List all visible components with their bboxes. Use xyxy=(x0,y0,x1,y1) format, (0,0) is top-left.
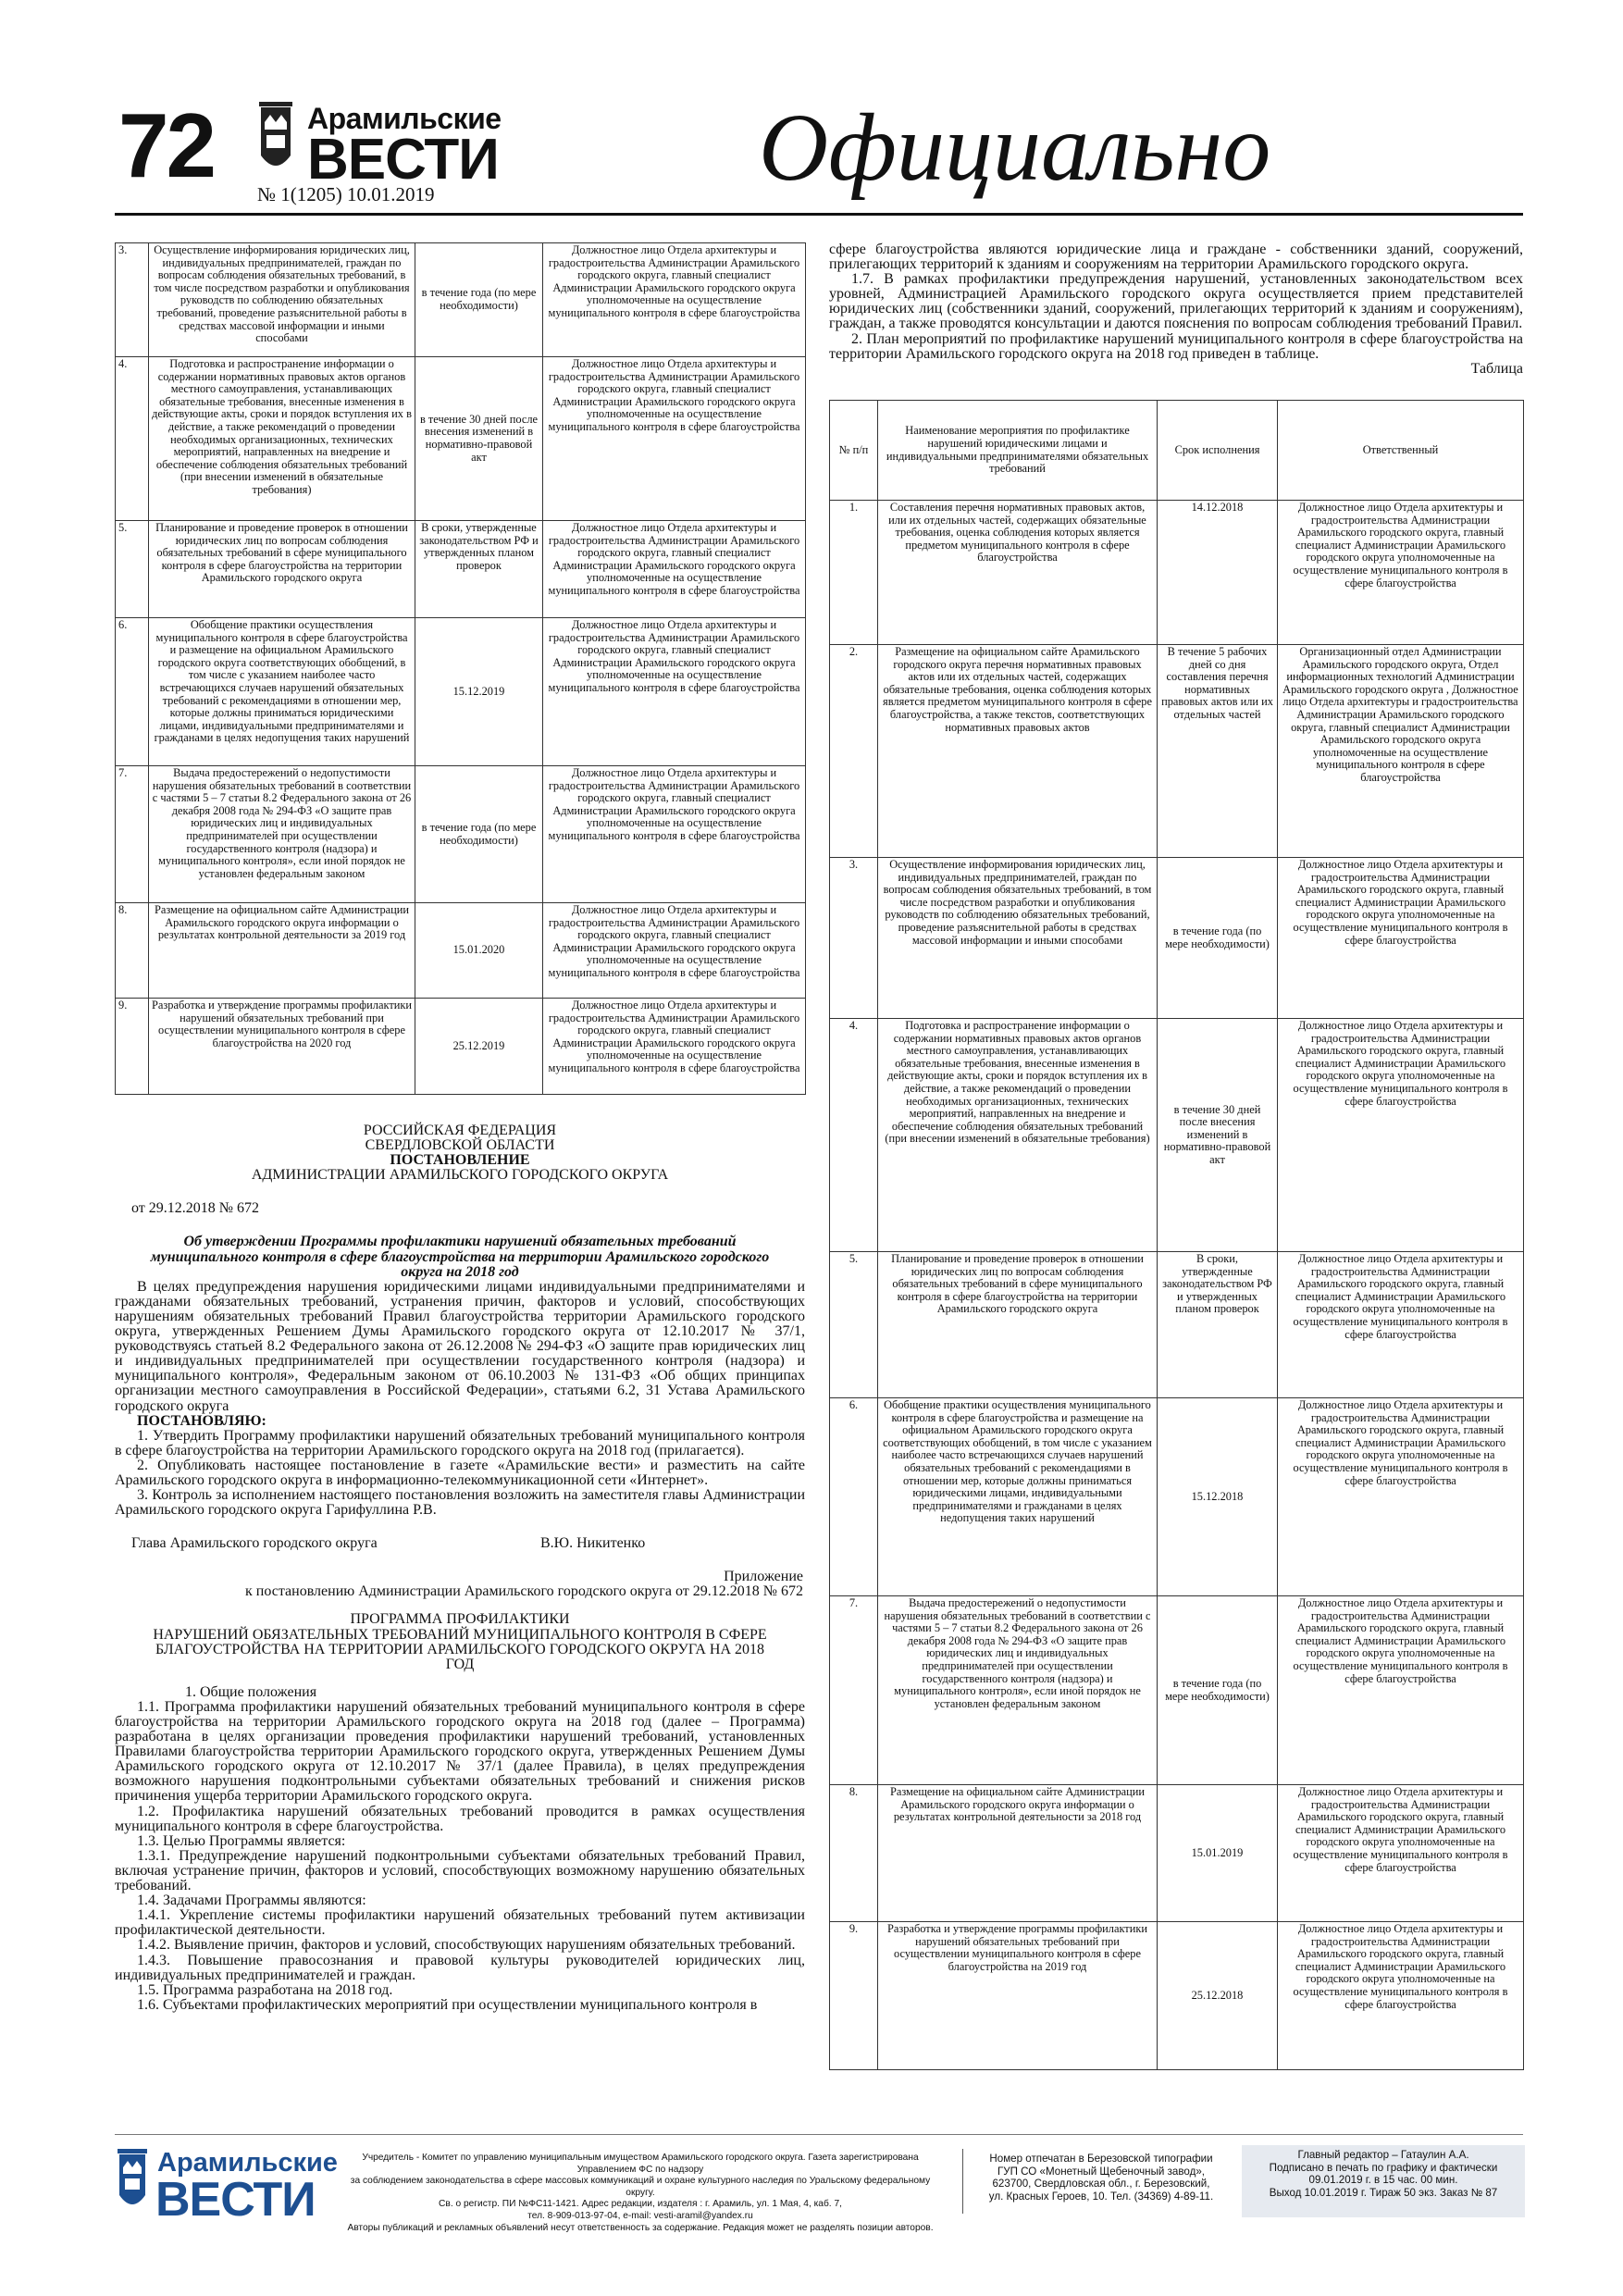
table-row xyxy=(830,1596,1524,1785)
row-activity: Осуществление информирования юридических лиц, индивидуальных предпринимателей, граждан по вопросам соблюдения обязательных требований, в том числе посредством разработки и опубликования руководств по соблюдению обязательных требований, проведение разъяснительной работы в средствах массовой информации и иными способами xyxy=(149,243,415,357)
printing-line: ул. Красных Героев, 10. Тел. (34369) 4-89-11. xyxy=(988,2190,1214,2203)
paragraph: 1.7. В рамках профилактики предупреждения нарушений, установленных законодательством всех уровней, Администрацией Арамильского городского округа осуществляется прием представителей юридических лиц (собственники зданий, сооружений, прилегающих территорий к зданиям и сооружениям), граждан, а также проводятся консультации и даются пояснения по вопросам соблюдения требований Правил. xyxy=(829,271,1523,332)
signature-line xyxy=(131,1536,805,1553)
coat-of-arms-icon xyxy=(255,102,296,181)
row-number: 8. xyxy=(116,903,149,999)
row-responsible: Должностное лицо Отдела архитектуры и градостроительства Администрации Арамильского городского округа, главный специалист Администрации Арамильского городского округа уполномоченные на осуществление муниципального контроля в сфере благоустройства xyxy=(543,521,806,618)
masthead-logo xyxy=(255,102,502,192)
row-number: 7. xyxy=(116,766,149,903)
program-continuation-text xyxy=(829,242,1523,377)
program-clause: 1.6. Субъектами профилактических мероприятий при осуществлении муниципального контроля в xyxy=(137,1996,758,2013)
row-number: 7. xyxy=(830,1596,878,1785)
row-responsible: Должностное лицо Отдела архитектуры и градостроительства Администрации Арамильского городского округа, главный специалист Администрации Арамильского городского округа уполномоченные на осуществление муниципального контроля в сфере благоустройства xyxy=(1278,858,1524,1019)
table-row xyxy=(116,903,806,999)
table-caption: Таблица xyxy=(1470,360,1523,377)
appendix-reference: к постановлению Администрации Арамильского городского округа от 29.12.2018 № 672 xyxy=(245,1583,803,1600)
row-number: 5. xyxy=(116,521,149,618)
row-term: В сроки, утвержденные законодательством РФ и утвержденных планом проверок xyxy=(1158,1252,1278,1398)
decree-item: 2. Опубликовать настоящее постановление в газете «Арамильские вести» и разместить на сайте Арамильского городского округа в информационно-телекоммуникационной сети «Интернет». xyxy=(115,1457,805,1488)
row-term: в течение 30 дней после внесения изменений в нормативно-правовой акт xyxy=(415,357,543,521)
row-number: 9. xyxy=(116,999,149,1095)
row-number: 5. xyxy=(830,1252,878,1398)
program-clause: 1.3. Целью Программы является: xyxy=(137,1832,346,1849)
page-number: 72 xyxy=(118,94,215,196)
row-responsible: Должностное лицо Отдела архитектуры и градостроительства Администрации Арамильского городского округа, главный специалист Администрации Арамильского городского округа уполномоченные на осуществление муниципального контроля в сфере благоустройства xyxy=(1278,1019,1524,1252)
row-activity: Размещение на официальном сайте Арамильского городского округа перечня нормативных правовых актов или их отдельных частей, содержащих обязательные требования, оценка соблюдения которых является предметом муниципального контроля в сфере благоустройства, а также текстов, соответствующих нормативных правовых актов xyxy=(878,645,1158,858)
footer-brand-main: ВЕСТИ xyxy=(155,2173,316,2227)
row-activity: Размещение на официальном сайте Администрации Арамильского городского округа информации о результатах контрольной деятельности за 2018 год xyxy=(878,1785,1158,1922)
row-responsible: Должностное лицо Отдела архитектуры и градостроительства Администрации Арамильского городского округа, главный специалист Администрации Арамильского городского округа уполномоченные на осуществление муниципального контроля в сфере благоустройства xyxy=(1278,1398,1524,1596)
program-subtitle: НАРУШЕНИЙ ОБЯЗАТЕЛЬНЫХ ТРЕБОВАНИЙ МУНИЦИПАЛЬНОГО КОНТРОЛЯ В СФЕРЕ БЛАГОУСТРОЙСТВА НА ТЕРРИТОРИИ АРАМИЛЬСКОГО ГОРОДСКОГО ОКРУГА НА 2018 ГОД xyxy=(153,1626,767,1672)
row-number: 4. xyxy=(116,357,149,521)
decree-header-type: ПОСТАНОВЛЕНИЕ xyxy=(390,1152,530,1169)
table-row xyxy=(830,645,1524,858)
publisher-line: тел. 8-909-013-97-04, e-mail: vesti-aramil@yandex.ru xyxy=(527,2210,753,2221)
footer-logo xyxy=(115,2148,338,2227)
coat-of-arms-icon xyxy=(115,2149,150,2219)
publisher-line: Учредитель - Комитет по управлению муниципальным имуществом Арамильского городского округа. Газета зарегистрирована Управлением ФС по надзору xyxy=(362,2153,919,2175)
table-row xyxy=(830,1785,1524,1922)
editor-line: Выход 10.01.2019 г. Тираж 50 экз. Заказ № 87 xyxy=(1269,2186,1498,2199)
table-row xyxy=(830,858,1524,1019)
table-row xyxy=(116,243,806,357)
row-term: 25.12.2018 xyxy=(1158,1922,1278,2070)
publisher-line: за соблюдением законодательства в сфере массовых коммуникаций и охране культурного наследия по Уральскому федеральному округу. xyxy=(350,2176,931,2198)
brand-name-top: Арамильские xyxy=(307,102,502,135)
row-activity: Разработка и утверждение программы профилактики нарушений обязательных требований при осуществлении муниципального контроля в сфере благоустройства на 2019 год xyxy=(878,1922,1158,2070)
publisher-line: Св. о регистр. ПИ №ФС11-1421. Адрес редакции, издателя : г. Арамиль, ул. 1 Мая, 4, каб. 7, xyxy=(439,2199,842,2210)
printing-line: Номер отпечатан в Березовской типографии xyxy=(989,2153,1213,2165)
row-activity: Подготовка и распространение информации о содержании нормативных правовых актов органов местного самоуправления, устанавливающих обязательные требования, внесенные изменения в действующие акты, сроки и порядок вступления их в действие, а также рекомендаций о проведении необходимых организационных, технических мероприятий, направленных на внедрение и обеспечение соблюдения обязательных требований (при внесении изменений в обязательные требования) xyxy=(149,357,415,521)
row-number: 1. xyxy=(830,501,878,645)
appendix-label: Приложение xyxy=(724,1569,803,1585)
header-activity: Наименование мероприятия по профилактике нарушений юридическими лицами и индивидуальными предпринимателями обязательных требований xyxy=(878,401,1158,501)
editor-info xyxy=(1242,2145,1525,2217)
table-row xyxy=(116,521,806,618)
row-term: 14.12.2018 xyxy=(1158,501,1278,645)
row-term: в течение года (по мере необходимости) xyxy=(1158,1596,1278,1785)
decree-item: 3. Контроль за исполнением настоящего постановления возложить на заместителя главы Администрации Арамильского городского округа Гарифуллина Р.В. xyxy=(115,1487,805,1519)
signer-name: В.Ю. Никитенко xyxy=(540,1535,646,1552)
row-responsible: Должностное лицо Отдела архитектуры и градостроительства Администрации Арамильского городского округа, главный специалист Администрации Арамильского городского округа уполномоченные на осуществление муниципального контроля в сфере благоустройства xyxy=(1278,1785,1524,1922)
row-responsible: Должностное лицо Отдела архитектуры и градостроительства Администрации Арамильского городского округа, главный специалист Администрации Арамильского городского округа уполномоченные на осуществление муниципального контроля в сфере благоустройства xyxy=(543,618,806,766)
table-row xyxy=(830,1252,1524,1398)
decree-header-authority: АДМИНИСТРАЦИИ АРАМИЛЬСКОГО ГОРОДСКОГО ОКРУГА xyxy=(251,1167,669,1184)
masthead-divider xyxy=(115,213,1523,216)
row-activity: Выдача предостережений о недопустимости нарушения обязательных требований в соответствии с частями 5 – 7 статьи 8.2 Федерального закона от 26 декабря 2008 года № 294-ФЗ «О защите прав юридических лиц и индивидуальных предпринимателей при осуществлении государственного контроля (надзора) и муниципального контроля», если иной порядок не установлен федеральным законом xyxy=(878,1596,1158,1785)
brand-name-main: ВЕСТИ xyxy=(307,128,499,192)
plan-table-2018 xyxy=(829,400,1524,2070)
row-activity: Осуществление информирования юридических лиц, индивидуальных предпринимателей, граждан по вопросам соблюдения обязательных требований, в том числе посредством разработки и опубликования руководств по соблюдению обязательных требований, проведение разъяснительной работы в средствах массовой информации и иными способами xyxy=(878,858,1158,1019)
editor-line: Подписано в печать по графику и фактически xyxy=(1269,2161,1498,2174)
table-row xyxy=(830,1019,1524,1252)
decree-document xyxy=(115,1123,805,2013)
row-term: 25.12.2019 xyxy=(415,999,543,1095)
program-clause: 1.4.1. Укрепление системы профилактики нарушений обязательных требований путем активизации профилактической деятельности. xyxy=(115,1907,805,1939)
header-responsible: Ответственный xyxy=(1278,401,1524,501)
row-responsible: Должностное лицо Отдела архитектуры и градостроительства Администрации Арамильского городского округа, главный специалист Администрации Арамильского городского округа уполномоченные на осуществление муниципального контроля в сфере благоустройства xyxy=(1278,501,1524,645)
decree-title: Об утверждении Программы профилактики нарушений обязательных требований муниципального контроля в сфере благоустройства на территории Арамильского городского округа на 2018 год xyxy=(150,1234,770,1280)
row-term: В сроки, утвержденные законодательством РФ и утвержденных планом проверок xyxy=(415,521,543,618)
row-responsible: Должностное лицо Отдела архитектуры и градостроительства Администрации Арамильского городского округа, главный специалист Администрации Арамильского городского округа уполномоченные на осуществление муниципального контроля в сфере благоустройства xyxy=(1278,1922,1524,2070)
row-number: 9. xyxy=(830,1922,878,2070)
table-row xyxy=(116,766,806,903)
plan-table-2019 xyxy=(115,242,806,1095)
header-term: Срок исполнения xyxy=(1158,401,1278,501)
issue-number: № 1(1205) 10.01.2019 xyxy=(257,183,435,205)
footer-divider xyxy=(115,2134,1523,2135)
row-term: 15.01.2019 xyxy=(1158,1785,1278,1922)
row-number: 8. xyxy=(830,1785,878,1922)
row-activity: Обобщение практики осуществления муниципального контроля в сфере благоустройства и размещение на официальном Арамильского городского округа соответствующих обобщений, в том числе с указанием наиболее часто встречающихся случаев нарушений обязательных требований с рекомендациями в отношении мер, которые должны приниматься юридическими лицами, индивидуальными предпринимателями и гражданами в целях недопущения таких нарушений xyxy=(149,618,415,766)
row-activity: Планирование и проведение проверок в отношении юридических лиц по вопросам соблюдения обязательных требований в сфере муниципального контроля в сфере благоустройства на территории Арамильского городского округа xyxy=(149,521,415,618)
table-row xyxy=(830,1398,1524,1596)
table-row xyxy=(116,618,806,766)
signer-title: Глава Арамильского городского округа xyxy=(131,1535,378,1552)
decree-header-country: РОССИЙСКАЯ ФЕДЕРАЦИЯ xyxy=(363,1123,557,1138)
decree-resolve: ПОСТАНОВЛЯЮ: xyxy=(137,1412,266,1429)
row-activity: Выдача предостережений о недопустимости нарушения обязательных требований в соответствии с частями 5 – 7 статьи 8.2 Федерального закона от 26 декабря 2008 года № 294-ФЗ «О защите прав юридических лиц и индивидуальных предпринимателей при осуществлении государственного контроля (надзора) и муниципального контроля», если иной порядок не установлен федеральным законом xyxy=(149,766,415,903)
header-number: № п/п xyxy=(830,401,878,501)
row-responsible: Должностное лицо Отдела архитектуры и градостроительства Администрации Арамильского городского округа, главный специалист Администрации Арамильского городского округа уполномоченные на осуществление муниципального контроля в сфере благоустройства xyxy=(1278,1252,1524,1398)
printing-info xyxy=(975,2153,1227,2203)
row-activity: Подготовка и распространение информации о содержании нормативных правовых актов органов местного самоуправления, устанавливающих обязательные требования, внесенные изменения в действующие акты, сроки и порядок вступления их в действие, а также рекомендаций о проведении необходимых организационных, технических мероприятий, направленных на внедрение и обеспечение соблюдения обязательных требований (при внесении изменений в обязательные требования) xyxy=(878,1019,1158,1252)
paragraph: 2. План мероприятий по профилактике нарушений муниципального контроля в сфере благоустройства на территории Арамильского городского округа на 2018 год приведен в таблице. xyxy=(829,330,1523,362)
paragraph: сфере благоустройства являются юридические лица и граждане - собственники зданий, сооружений, прилегающих территорий к зданиям и сооружениям на территории Арамильского городского округа. xyxy=(829,242,1523,273)
program-clause: 1.2. Профилактика нарушений обязательных требований проводится в рамках осуществления муниципального контроля в сфере благоустройства. xyxy=(115,1803,805,1834)
row-responsible: Должностное лицо Отдела архитектуры и градостроительства Администрации Арамильского городского округа, главный специалист Администрации Арамильского городского округа уполномоченные на осуществление муниципального контроля в сфере благоустройства xyxy=(543,903,806,999)
row-responsible: Должностное лицо Отдела архитектуры и градостроительства Администрации Арамильского городского округа, главный специалист Администрации Арамильского городского округа уполномоченные на осуществление муниципального контроля в сфере благоустройства xyxy=(1278,1596,1524,1785)
table-row xyxy=(830,501,1524,645)
row-term: в течение года (по мере необходимости) xyxy=(415,766,543,903)
row-responsible: Должностное лицо Отдела архитектуры и градостроительства Администрации Арамильского городского округа, главный специалист Администрации Арамильского городского округа уполномоченные на осуществление муниципального контроля в сфере благоустройства xyxy=(543,357,806,521)
decree-header-region: СВЕРДЛОВСКОЙ ОБЛАСТИ xyxy=(365,1137,555,1154)
table-row xyxy=(116,357,806,521)
row-number: 3. xyxy=(116,243,149,357)
table-header-row xyxy=(830,401,1524,501)
section-heading: 1. Общие положения xyxy=(185,1683,317,1700)
row-term: в течение года (по мере необходимости) xyxy=(415,243,543,357)
publisher-info xyxy=(339,2153,942,2234)
program-clause: 1.5. Программа разработана на 2018 год. xyxy=(137,1981,393,1998)
publisher-line: Авторы публикаций и рекламных объявлений несут ответственность за содержание. Редакция может не разделять позиции авторов. xyxy=(347,2222,934,2233)
row-activity: Составления перечня нормативных правовых актов, или их отдельных частей, содержащих обязательные требования, оценка соблюдения которых является предметом муниципального контроля в сфере благоустройства xyxy=(878,501,1158,645)
footer-brand-top: Арамильские xyxy=(157,2148,338,2178)
program-clause: 1.4. Задачами Программы являются: xyxy=(137,1893,366,1909)
row-term: в течение года (по мере необходимости) xyxy=(1158,858,1278,1019)
row-term: в течение 30 дней после внесения изменений в нормативно-правовой акт xyxy=(1158,1019,1278,1252)
editor-line: 09.01.2019 г. в 15 час. 00 мин. xyxy=(1308,2174,1458,2186)
program-clause: 1.1. Программа профилактики нарушений обязательных требований муниципального контроля в сфере благоустройства на территории Арамильского городского округа на 2018 год (далее – Программа) разработана в целях организации проведения профилактики нарушений требований, установленных Правилами благоустройства территории Арамильского городского округа, утвержденных Решением Думы Арамильского городского округа от 12.10.2017 № 37/1 (далее Правила), в целях предупреждения возможного нарушения подконтрольными субъектами обязательных требований и снижения рисков причинения ущерба территории Арамильского городского округа. xyxy=(115,1698,805,1805)
editor-line: Главный редактор – Гатаулин А.А. xyxy=(1297,2149,1469,2161)
row-term: 15.01.2020 xyxy=(415,903,543,999)
footer-column-divider xyxy=(962,2149,963,2214)
decree-date-number: от 29.12.2018 № 672 xyxy=(131,1200,260,1217)
row-term: 15.12.2018 xyxy=(1158,1398,1278,1596)
row-activity: Планирование и проведение проверок в отношении юридических лиц по вопросам соблюдения обязательных требований в сфере муниципального контроля в сфере благоустройства на территории Арамильского городского округа xyxy=(878,1252,1158,1398)
row-number: 4. xyxy=(830,1019,878,1252)
row-number: 3. xyxy=(830,858,878,1019)
program-title: ПРОГРАММА ПРОФИЛАКТИКИ xyxy=(350,1611,570,1628)
section-title: Официально xyxy=(759,94,1271,201)
table-row xyxy=(116,999,806,1095)
row-term: В течение 5 рабочих дней со дня составления перечня нормативных правовых актов или их отдельных частей xyxy=(1158,645,1278,858)
row-term: 15.12.2019 xyxy=(415,618,543,766)
decree-item: 1. Утвердить Программу профилактики нарушений обязательных требований муниципального контроля в сфере благоустройства на территории Арамильского городского округа на 2018 год (прилагается). xyxy=(115,1427,805,1458)
printing-line: ГУП СО «Монетный Щебеночный завод», xyxy=(997,2165,1206,2178)
row-number: 6. xyxy=(116,618,149,766)
program-clause: 1.4.3. Повышение правосознания и правовой культуры руководителей юридических лиц, индивидуальных предпринимателей и граждан. xyxy=(115,1952,805,1983)
row-activity: Разработка и утверждение программы профилактики нарушений обязательных требований при осуществлении муниципального контроля в сфере благоустройства на 2020 год xyxy=(149,999,415,1095)
program-clause: 1.4.2. Выявление причин, факторов и условий, способствующих нарушениям обязательных требований. xyxy=(137,1937,796,1954)
row-responsible: Должностное лицо Отдела архитектуры и градостроительства Администрации Арамильского городского округа, главный специалист Администрации Арамильского городского округа уполномоченные на осуществление муниципального контроля в сфере благоустройства xyxy=(543,766,806,903)
row-responsible: Организационный отдел Администрации Арамильского городского округа, Отдел информационных технологий Администрации Арамильского городского округа , Должностное лицо Отдела архитектуры и градостроительства Администрации Арамильского городского округа, главный специалист Администрации Арамильского городского округа уполномоченные на осуществление муниципального контроля в сфере благоустройства xyxy=(1278,645,1524,858)
row-number: 2. xyxy=(830,645,878,858)
row-activity: Обобщение практики осуществления муниципального контроля в сфере благоустройства и размещение на официальном Арамильского городского округа соответствующих обобщений, в том числе с указанием наиболее часто встречающихся случаев нарушений обязательных требований с рекомендациями в отношении мер, которые должны приниматься юридическими лицами, индивидуальными предпринимателями и гражданами в целях недопущения таких нарушений xyxy=(878,1398,1158,1596)
decree-intro: В целях предупреждения нарушения юридическими лицами индивидуальными предпринимателями и гражданами обязательных требований, устранения причин, факторов и условий, способствующих нарушениям обязательных требований Правил благоустройства территории Арамильского городского округа, утвержденных Решением Думы Арамильского городского округа от 12.10.2017 № 37/1, руководствуясь статьей 8.2 Федерального закона от 26.12.2008 № 294-ФЗ «О защите прав юридических лиц и индивидуальных предпринимателей при осуществлении государственного контроля (надзора) и муниципального контроля», Федеральным законом от 06.10.2003 № 131-ФЗ «Об общих принципах организации местного самоуправления в Российской Федерации», статьями 6.2, 31 Устава Арамильского городского округа xyxy=(115,1278,805,1414)
printing-line: 623700, Свердловская обл., г. Березовский, xyxy=(992,2178,1210,2190)
row-activity: Размещение на официальном сайте Администрации Арамильского городского округа информации о результатах контрольной деятельности за 2019 год xyxy=(149,903,415,999)
row-responsible: Должностное лицо Отдела архитектуры и градостроительства Администрации Арамильского городского округа, главный специалист Администрации Арамильского городского округа уполномоченные на осуществление муниципального контроля в сфере благоустройства xyxy=(543,999,806,1095)
row-responsible: Должностное лицо Отдела архитектуры и градостроительства Администрации Арамильского городского округа, главный специалист Администрации Арамильского городского округа уполномоченные на осуществление муниципального контроля в сфере благоустройства xyxy=(543,243,806,357)
table-row xyxy=(830,1922,1524,2070)
row-number: 6. xyxy=(830,1398,878,1596)
program-clause: 1.3.1. Предупреждение нарушений подконтрольными субъектами обязательных требований Правил, включая устранение причин, факторов и условий, способствующих возможному нарушению обязательных требований. xyxy=(115,1847,805,1894)
